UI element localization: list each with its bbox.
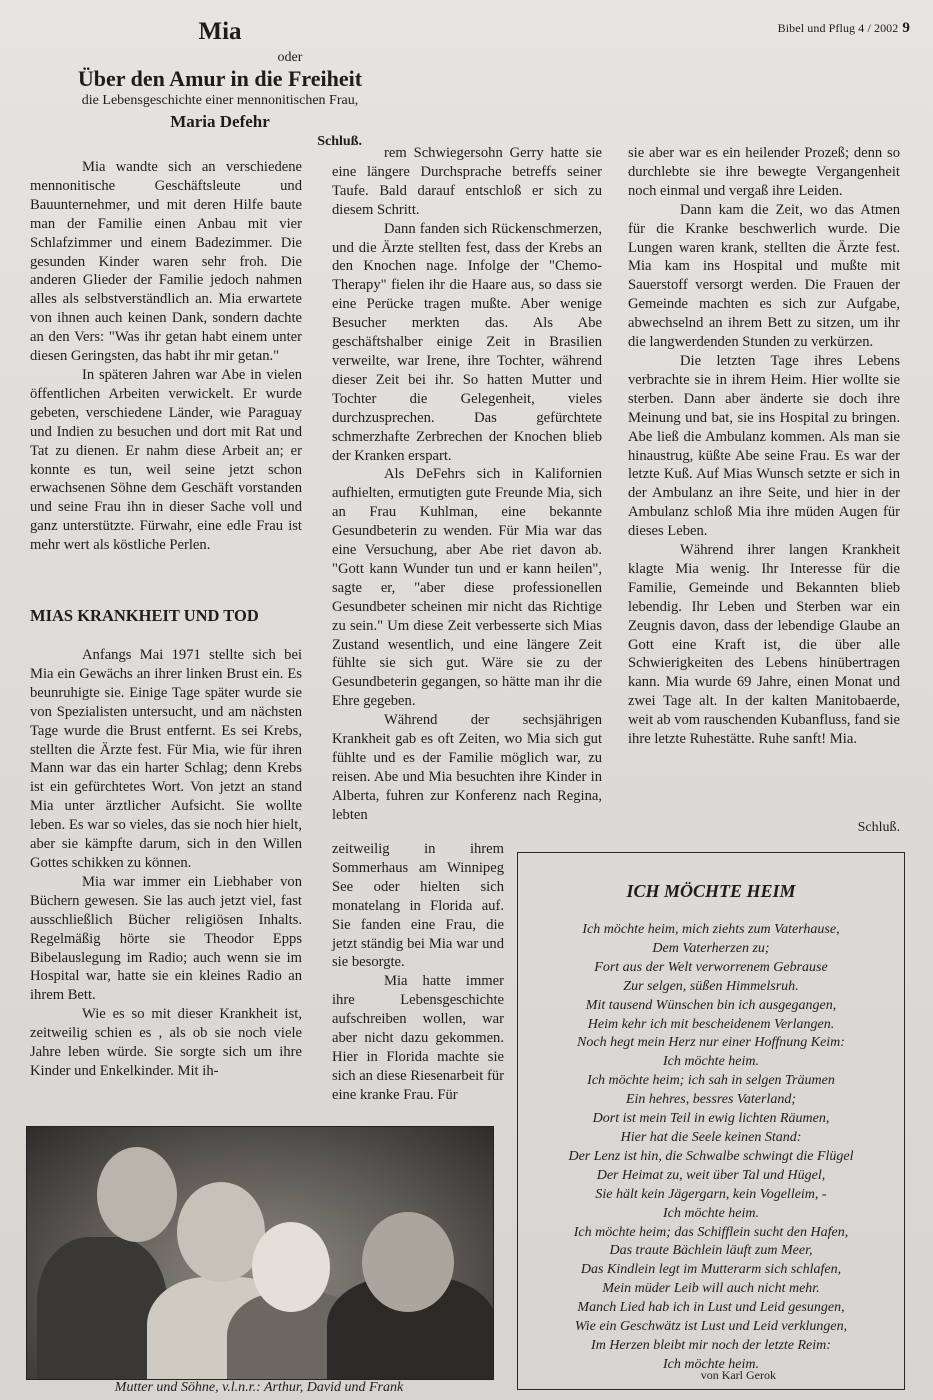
- poem-line: Noch hegt mein Herz nur einer Hoffnung Keim:: [577, 1035, 845, 1051]
- poem-line: Ich möchte heim; ich sah in selgen Träumen: [587, 1073, 835, 1089]
- poem-line: Dort ist mein Teil in ewig lichten Räumen,: [592, 1111, 830, 1127]
- paragraph: zeitweilig in ihrem Sommerhaus am Winnipeg See oder hielten sich monatelang in Florida auf. Sie fanden eine Frau, die jetzt ständig bei Mia war und sie besorgte.: [332, 841, 504, 971]
- paragraph: sie aber war es ein heilender Prozeß; denn so durchlebte sie ihre bewegte Vergangenheit noch einmal und vergaß ihre Leiden.: [628, 145, 900, 199]
- page-header: [700, 20, 910, 37]
- column-2-bottom: [332, 840, 504, 1105]
- poem-line: Ein hehres, bessres Vaterland;: [625, 1092, 797, 1108]
- article-title: Mia: [198, 18, 242, 45]
- article-tagline: die Lebensgeschichte einer mennonitischen Frau,: [81, 93, 359, 108]
- poem-line: Mein müder Leib will auch nicht mehr.: [602, 1281, 820, 1297]
- poem-author: von Karl Gerok: [700, 1368, 776, 1382]
- poem-line: Heim kehr ich mit bescheidenem Verlangen.: [587, 1016, 835, 1032]
- article-subtitle: Über den Amur in die Freiheit: [77, 66, 363, 91]
- journal-issue: Bibel und Pflug 4 / 2002: [777, 21, 899, 35]
- paragraph: Während der sechsjährigen Krankheit gab es oft Zeiten, wo Mia sich gut fühlte und es der Familie möglich war, zu reisen. Abe und Mia besuchten ihre Kinder in Alberta, fuhren zur Konferenz nach Regina, lebten: [332, 712, 602, 823]
- poem-line: Der Heimat zu, weit über Tal und Hügel,: [596, 1167, 826, 1183]
- poem-lines: [518, 921, 904, 1375]
- poem-line: Im Herzen bleibt mir noch der letzte Reim:: [591, 1337, 831, 1353]
- photo-face: [362, 1212, 454, 1312]
- family-photo: [26, 1126, 494, 1380]
- poem-line: Ich möchte heim, mich ziehts zum Vaterhause,: [582, 922, 840, 937]
- poem-line: Fort aus der Welt verworrenem Gebrause: [594, 959, 828, 975]
- article-author: Maria Defehr: [170, 112, 270, 131]
- poem-line: Das Kindlein legt im Mutterarm sich schlafen,: [580, 1262, 842, 1278]
- poem-line: Ich möchte heim.: [662, 1356, 760, 1372]
- paragraph: Wie es so mit dieser Krankheit ist, zeitweilig schien es , als ob sie noch viele Jahre leben würde. Sie sorgte sich um ihre Kinder und Enkelkinder. Mit ih-: [30, 1006, 302, 1079]
- poem-line: Zur selgen, süßen Himmelsruh.: [623, 978, 799, 994]
- paragraph: Mia war immer ein Liebhaber von Büchern gewesen. Sie las auch jetzt viel, fast ausschließlich Bücher religiösen Inhalts. Regelmäßig hörte sie Theodor Epps Bibelauslegung im Radio; auch wenn sie im Hospital war, hatte sie ein kleines Radio an ihrem Bett.: [30, 873, 302, 1004]
- poem-line: Hier hat die Seele keinen Stand:: [620, 1129, 802, 1145]
- paragraph: Mia wandte sich an verschiedene mennonitische Geschäftsleute und Bauunternehmer, und mit deren Hilfe baute man der Familie einen Anbau mit vier Schlafzimmer und einem Badezimmer. Die gesunden Kinder waren sehr froh. Die anderen Glieder der Familie jedoch nahmen alles als selbstverständlich an. Mia erwartete von ihnen auch keinen Dank, sondern dachte an den Vers: "Was ihr getan habt einem unter diesen Geringsten, das habt ihr mir getan.": [30, 159, 302, 365]
- paragraph: Dann fanden sich Rückenschmerzen, und die Ärzte stellten fest, dass der Krebs an den Knochen nage. Infolge der "Chemo-Therapy" fielen ihr die Haare aus, so dass sie eine Perücke tragen mußte. Aber wenige Besucher merkten das. Als Abe geschäftshalber einige Zeit in Brasilien verweilte, war Irene, ihre Tochter, während dieser Zeit bei ihr. So hatten Mutter und Tochter die Gelegenheit, vieles durchzusprechen. Das gefürchtete schmerzhafte Zerbrechen der Knochen blieb der Kranken erspart.: [332, 220, 602, 464]
- photo-caption: Mutter und Söhne, v.l.n.r.: Arthur, David und Frank: [114, 1380, 404, 1395]
- photo-face: [252, 1222, 330, 1312]
- paragraph: Während ihrer langen Krankheit klagte Mia wenig. Ihr Interesse für die Familie, Gemeinde und Bekannten blieb lebendig. Ihr Leben und Sterben war ein Zeugnis davon, dass der lebendige Glaube an Gott eine Kraft ist, die über alle Schwierigkeiten des Lebens hinübertragen kann. Mia wurde 69 Jahre, einen Monat und zwei Tage alt. In der kalten Manitobaerde, weit ab vom rauschenden Kubanfluss, fand sie ihre letzte Ruhestätte. Ruhe sanft! Mia.: [628, 542, 900, 748]
- poem-line: Ich möchte heim; das Schifflein sucht den Hafen,: [573, 1224, 849, 1240]
- poem-line: Das traute Bächlein läuft zum Meer,: [609, 1243, 813, 1259]
- poem-box: [517, 852, 905, 1390]
- poem-line: Wie ein Geschwätz ist Lust und Leid verklungen,: [574, 1319, 848, 1335]
- paragraph: Als DeFehrs sich in Kalifornien aufhielten, ermutigten gute Freunde Mia, sich an Frau Kuhlman, eine bekannte Gesundbeterin zu wenden. Für Mia war das eine Versuchung, aber Abe riet davon ab. "Gott kann Wunder tun und er kann heilen", sagte er, "aber diese professionellen Gesundbeter scheinen mir nicht das Richtige zu sein." Um diese Zeit verbesserte sich Mias Zustand wesentlich, und eine längere Zeit fühlte sie sich gut. Wäre sie zu der Gesundbeterin gegangen, so hätte man ihr die Ehre gegeben.: [332, 466, 602, 710]
- column-1-top: [30, 158, 302, 555]
- column-3: [628, 144, 900, 749]
- section-heading: MIAS KRANKHEIT UND TOD: [30, 606, 259, 625]
- paragraph: In späteren Jahren war Abe in vielen öffentlichen Arbeiten verwickelt. Er wurde gebeten, verschiedene Länder, wie Paraguay und Indien zu besuchen und dort mit Rat und Tat zu dienen. Er nahm diese Arbeit an; er konnte es tun, weil seine jetzt schon erwachsenen Söhne dem Geschäft vorstanden und seine Frau ihn in dieser Sache voll und ganz unterstützte. Fürwahr, eine edle Frau ist mehr wert als köstliche Perlen.: [30, 366, 302, 554]
- poem-line: Mit tausend Wünschen bin ich ausgegangen,: [585, 997, 837, 1013]
- poem-line: Manch Lied hab ich in Lust und Leid gesungen,: [577, 1300, 845, 1316]
- end-mark: Schluß.: [857, 820, 900, 835]
- paragraph: rem Schwiegersohn Gerry hatte sie eine längere Durchsprache betreffs seiner Taufe. Bald darauf entschloß er sich zu diesem Schritt.: [332, 145, 602, 218]
- page-number: 9: [902, 20, 910, 36]
- paragraph: Dann kam die Zeit, wo das Atmen für die Kranke beschwerlich wurde. Die Lungen waren krank, stellten die Ärzte fest. Mia kam ins Hospital und mußte mit Sauerstoff versorgt werden. Die Frauen der Gemeinde machten es sich zur Aufgabe, abwechselnd an ihrem Bett zu sitzen, um ihr die langwerdenden Stunden zu verkürzen.: [628, 201, 900, 351]
- poem-line: Dem Vaterherzen zu;: [652, 940, 770, 956]
- paragraph: Anfangs Mai 1971 stellte sich bei Mia ein Gewächs an ihrer linken Brust ein. Es beunruhigte sie. Einige Tage später wurde sie von Spezialisten untersucht, und am nächsten Tage wurde die Brust entfernt. Es sei Krebs, stellten die Ärzte fest. Für Mia, wie für ihren Mann war das ein harter Schlag; denn Krebs ist ein gefürchtetes Wort. Von jetzt an stand Mia unter ärztlicher Aufsicht. Sie wollte leben. Es war so vieles, das sie noch hier hielt, aber sie kämpfte darum, sich in den Willen Gottes schikken zu können.: [30, 647, 302, 871]
- column-1-bottom: [30, 646, 302, 1081]
- part-label: Schluß.: [317, 134, 362, 149]
- poem-line: Ich möchte heim.: [662, 1205, 760, 1221]
- title-conjunction: oder: [277, 50, 303, 65]
- photo-face: [97, 1147, 177, 1242]
- column-2-top: [332, 144, 602, 825]
- poem-title: ICH MÖCHTE HEIM: [626, 881, 796, 901]
- poem-line: Der Lenz ist hin, die Schwalbe schwingt die Flügel: [568, 1148, 854, 1164]
- paragraph: Mia hatte immer ihre Lebensgeschichte aufschreiben wollen, war aber nicht dazu gekommen. Hier in Florida machte sie sich an diese Riesenarbeit für eine kranke Frau. Für: [332, 973, 504, 1103]
- poem-line: Sie hält kein Jägergarn, kein Vogelleim, -: [595, 1186, 827, 1202]
- poem-line: Ich möchte heim.: [662, 1054, 760, 1070]
- paragraph: Die letzten Tage ihres Lebens verbrachte sie in ihrem Heim. Hier wollte sie sterben. Dann aber änderte sie doch ihre Meinung und bat, sie ins Hospital zu bringen. Abe ließ die Ambulanz kommen. Als man sie hinaustrug, küßte Abe seine Frau. Es war der letzte Kuß. Auf Mias Wunsch setzte er sich in der Ambulanz an ihre Seite, und hier in der Ambulanz schloß Mia ihre müden Augen für dieses Leben.: [628, 352, 900, 540]
